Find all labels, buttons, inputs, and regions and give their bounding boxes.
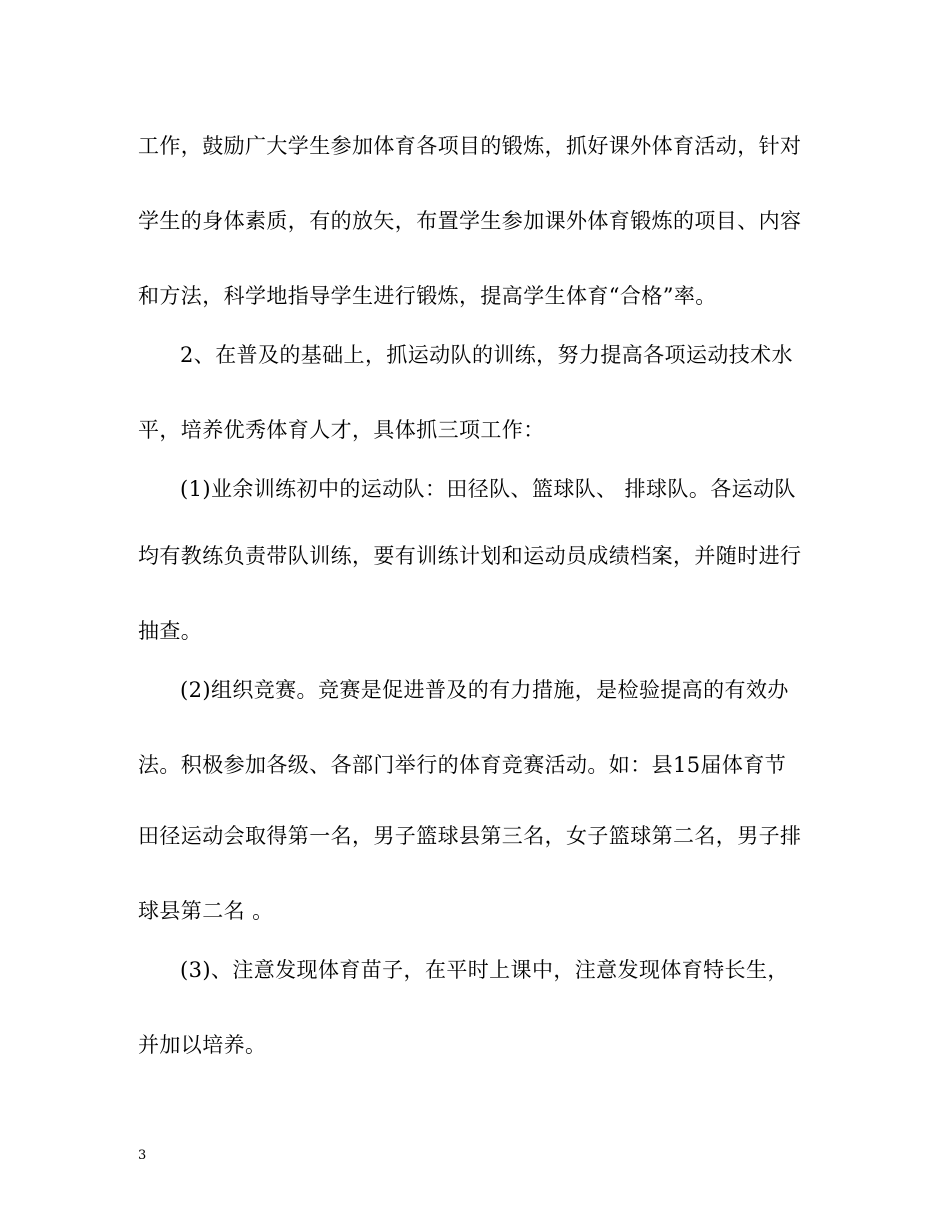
paragraph-start-line: (1)业余训练初中的运动队：田径队、篮球队、 排球队。各运动队 <box>180 477 796 501</box>
text-line: 抽查。 <box>138 619 203 643</box>
text-line: 田径运动会取得第一名，男子篮球县第三名，女子篮球第二名，男子排 <box>138 824 802 848</box>
text-line: 工作，鼓励广大学生参加体育各项目的锻炼，抓好课外体育活动，针对 <box>138 134 802 158</box>
paragraph-start-line: (2)组织竞赛。竞赛是促进普及的有力措施，是检验提高的有效办 <box>180 678 789 702</box>
text-line: 平，培养优秀体育人才，具体抓三项工作： <box>138 418 545 442</box>
text-line: 球县第二名 。 <box>138 899 274 923</box>
text-line: 法。积极参加各级、各部门举行的体育竞赛活动。如：县15届体育节 <box>138 753 787 777</box>
text-line: 均有教练负责带队训练，要有训练计划和运动员成绩档案，并随时进行 <box>138 544 802 568</box>
text-line: 学生的身体素质，有的放矢，布置学生参加课外体育锻炼的项目、内容 <box>138 209 802 233</box>
paragraph-start-line: 2、在普及的基础上，抓运动队的训练，努力提高各项运动技术水 <box>180 343 793 367</box>
page-number: 3 <box>138 1148 147 1163</box>
text-line: 和方法，科学地指导学生进行锻炼，提高学生体育“合格”率。 <box>138 284 717 308</box>
text-line: 并加以培养。 <box>138 1033 267 1057</box>
paragraph-start-line: (3)、注意发现体育苗子，在平时上课中，注意发现体育特长生， <box>180 958 789 982</box>
